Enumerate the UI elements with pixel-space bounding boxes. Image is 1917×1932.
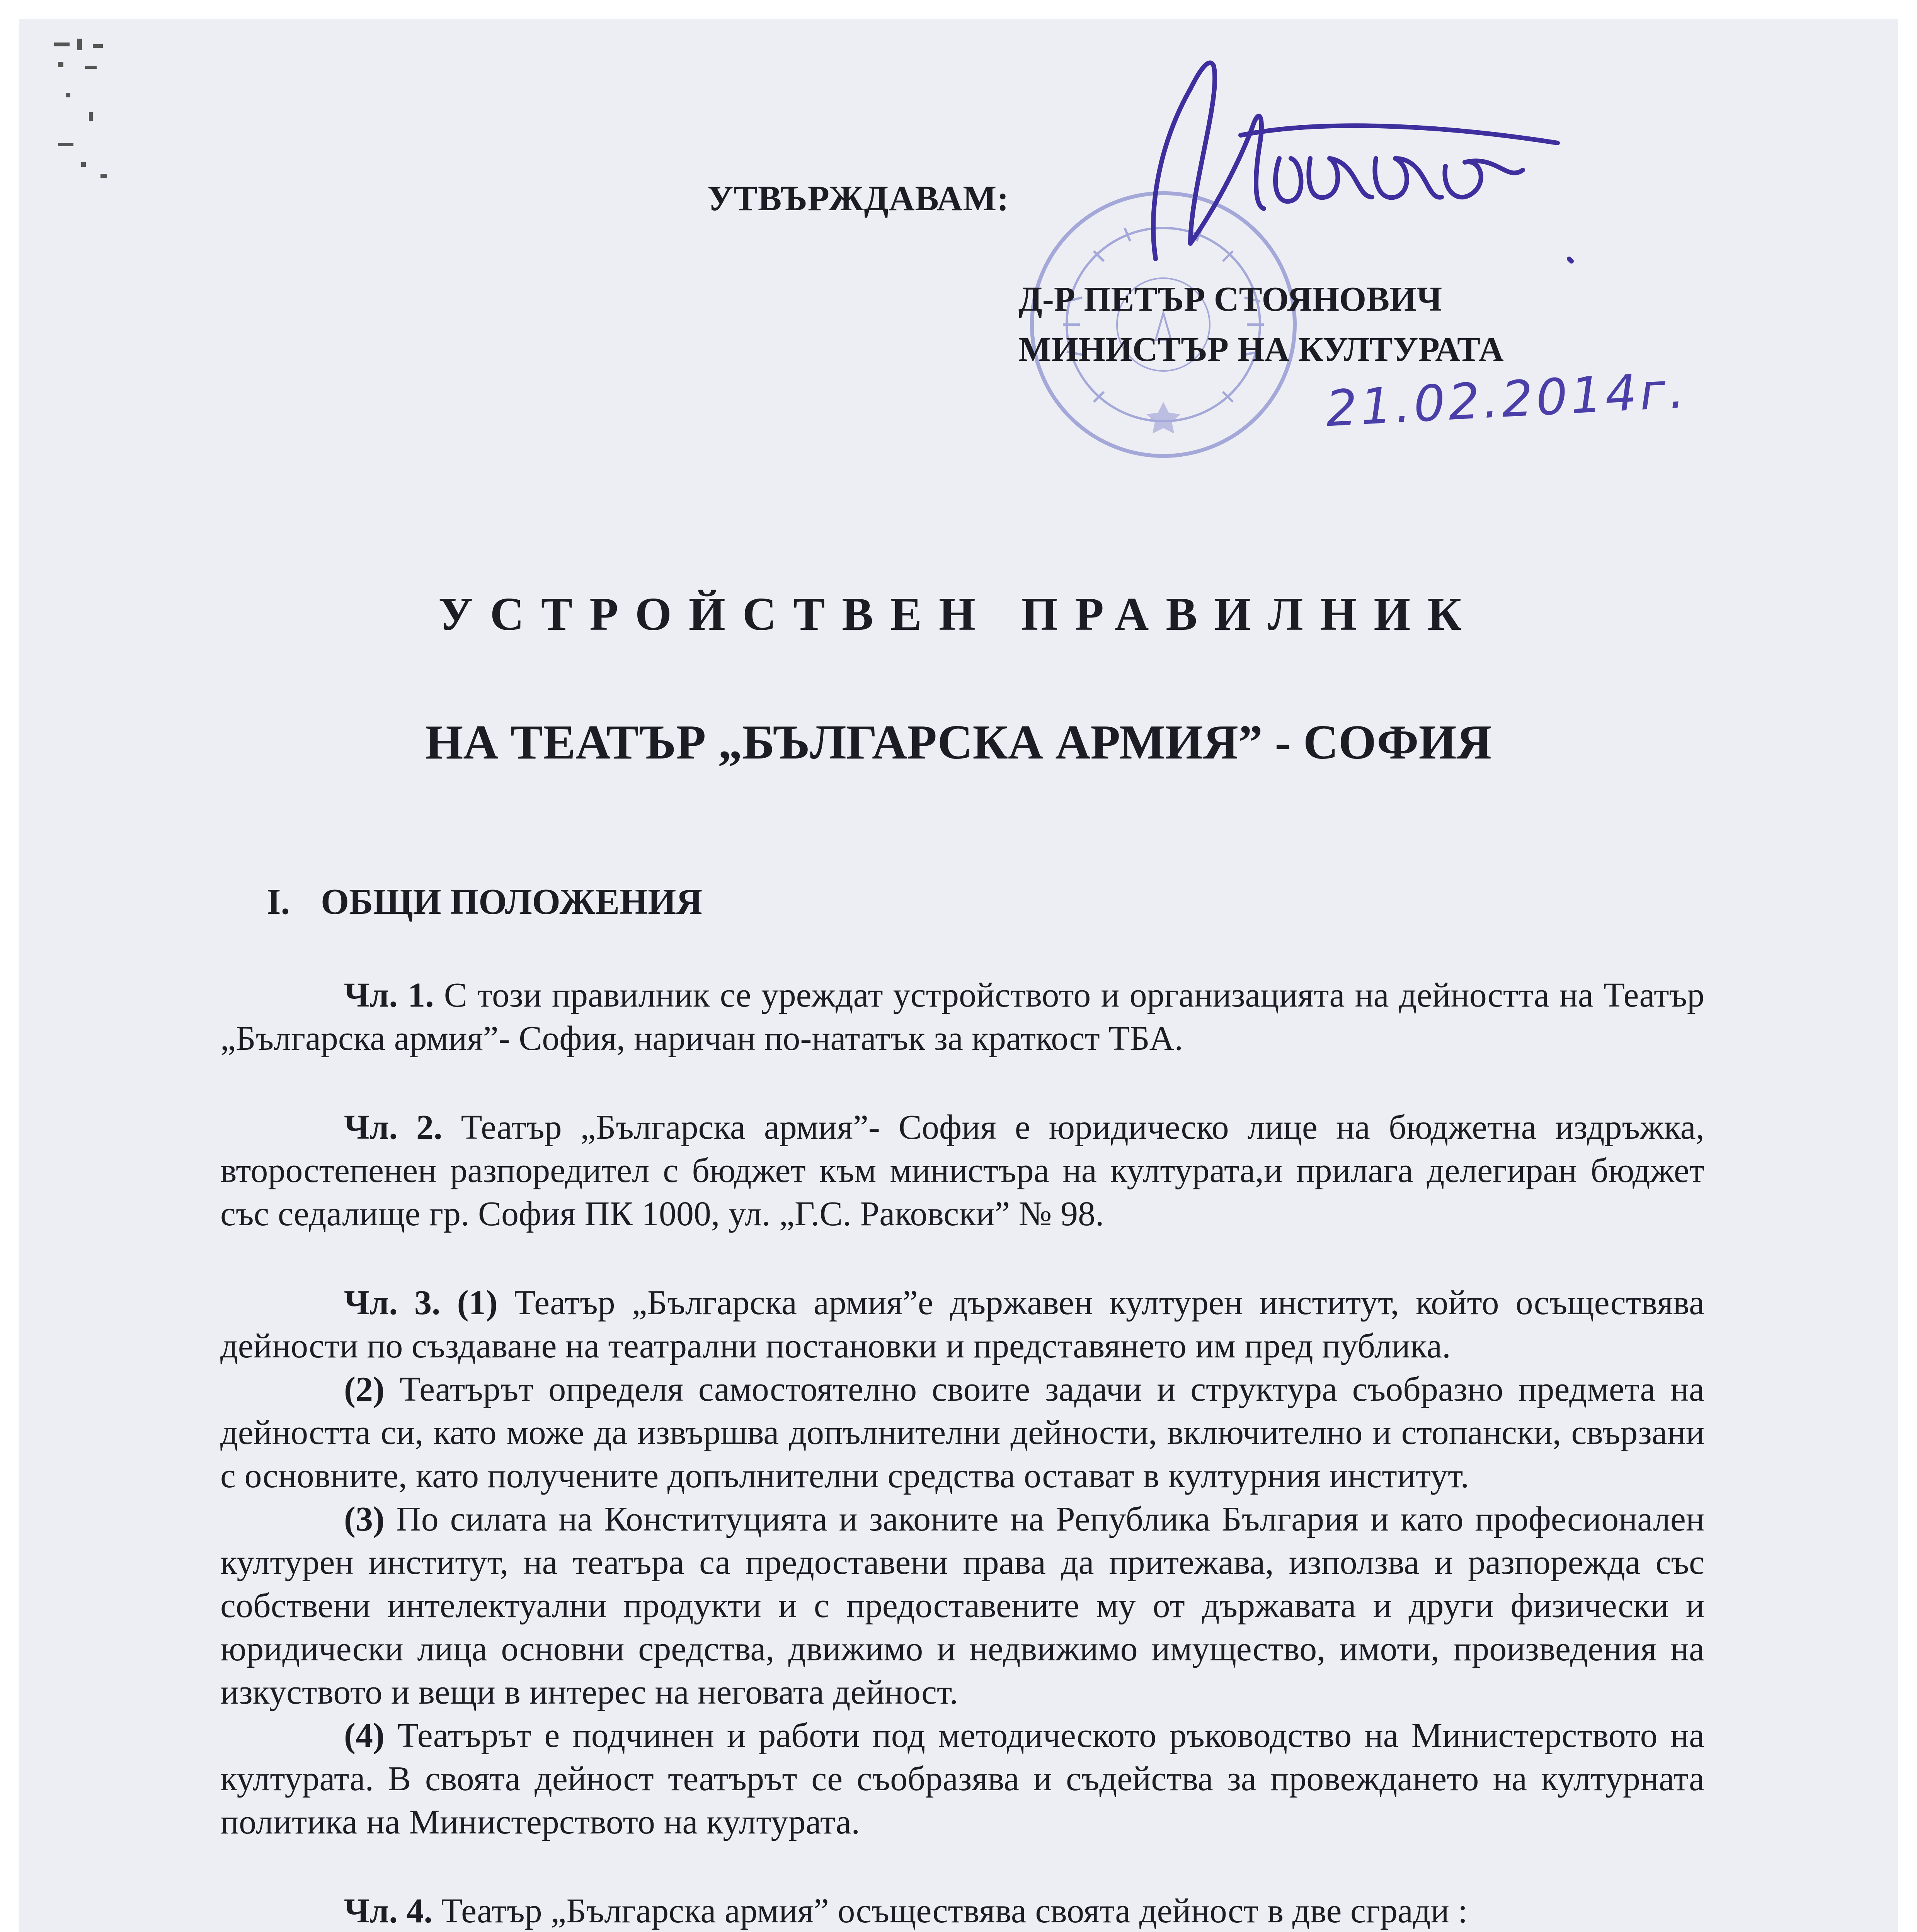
- paragraph-label: (3): [344, 1500, 385, 1538]
- signature: [1125, 43, 1596, 290]
- paragraph-text: Театърът определя самостоятелно своите задачи и структура съобразно предмета на дейността си, като може да извършва допълнителни дейности, включително и стопански, свързани с основните, като получените допълнителни средства остават в културния институт.: [220, 1370, 1704, 1495]
- paragraph: [220, 1714, 1704, 1844]
- article-text: С този правилник се уреждат устройството и организацията на дейността на Театър „Българска армия”- София, наричан по-нататък за краткост ТБА.: [220, 976, 1705, 1058]
- document-body: [220, 974, 1704, 1932]
- article-label: Чл. 4.: [344, 1892, 433, 1930]
- approve-label: УТВЪРЖДАВАМ:: [707, 179, 1009, 218]
- article-text: Театър „Българска армия” осъществява своята дейност в две сгради :: [441, 1892, 1468, 1930]
- approver-block: [1018, 274, 1504, 375]
- article-label: Чл. 2.: [344, 1108, 443, 1146]
- paragraph-text: По силата на Конституцията и законите на Република България и като професионален културен институт, на театъра са предоставени права да притежава, използва и разпорежда със собствени интелектуални продукти и с предоставените му от държавата и други физически и юридически лица основни средства, движимо и недвижимо имущество, имоти, произведения на изкуството и вещи в интерес на неговата дейност.: [220, 1500, 1704, 1711]
- scan-artifacts: [50, 35, 128, 197]
- paragraph-text: Театър „Българска армия”е държавен културен институт, който осъществява дейности по създаване на театрални постановки и представянето им пред публика.: [220, 1284, 1704, 1365]
- paragraph: [220, 1498, 1704, 1714]
- paragraph-label: (2): [344, 1370, 385, 1408]
- paragraph-label: (1): [457, 1284, 498, 1322]
- section-number: I.: [267, 882, 290, 922]
- article-1: [220, 974, 1704, 1060]
- section-title: ОБЩИ ПОЛОЖЕНИЯ: [321, 882, 703, 922]
- paragraph-label: (4): [344, 1716, 385, 1755]
- approver-title: МИНИСТЪР НА КУЛТУРАТА: [1018, 330, 1504, 369]
- approver-name: Д-Р ПЕТЪР СТОЯНОВИЧ: [1018, 280, 1442, 318]
- handwritten-date: 21.02.2014г.: [1324, 361, 1689, 438]
- article-label: Чл. 3.: [344, 1284, 441, 1322]
- document-page: [19, 19, 1898, 1932]
- article-text: Театър „Българска армия”- София е юридическо лице на бюджетна издръжка, второстепенен разпоредител с бюджет към министъра на културата,и прилага делегиран бюджет със седалище гр. София ПК 1000, ул. „Г.С. Раковски” № 98.: [220, 1108, 1705, 1233]
- document-title: УСТРОЙСТВЕН ПРАВИЛНИК: [438, 588, 1479, 640]
- article-4: [220, 1889, 1704, 1932]
- document-subtitle: НА ТЕАТЪР „БЪЛГАРСКА АРМИЯ” - СОФИЯ: [425, 716, 1492, 769]
- paragraph: [220, 1368, 1704, 1498]
- paragraph-text: Театърът е подчинен и работи под методическото ръководство на Министерството на културата. В своята дейност театърът се съобразява и съдейства за провеждането на културната политика на Министерството на културата.: [220, 1716, 1705, 1841]
- article-label: Чл. 1.: [344, 976, 434, 1014]
- section-heading: [267, 881, 702, 923]
- article-3: [220, 1281, 1704, 1844]
- paragraph: [220, 1281, 1704, 1368]
- article-2: [220, 1106, 1704, 1236]
- article-lead: [220, 1889, 1704, 1932]
